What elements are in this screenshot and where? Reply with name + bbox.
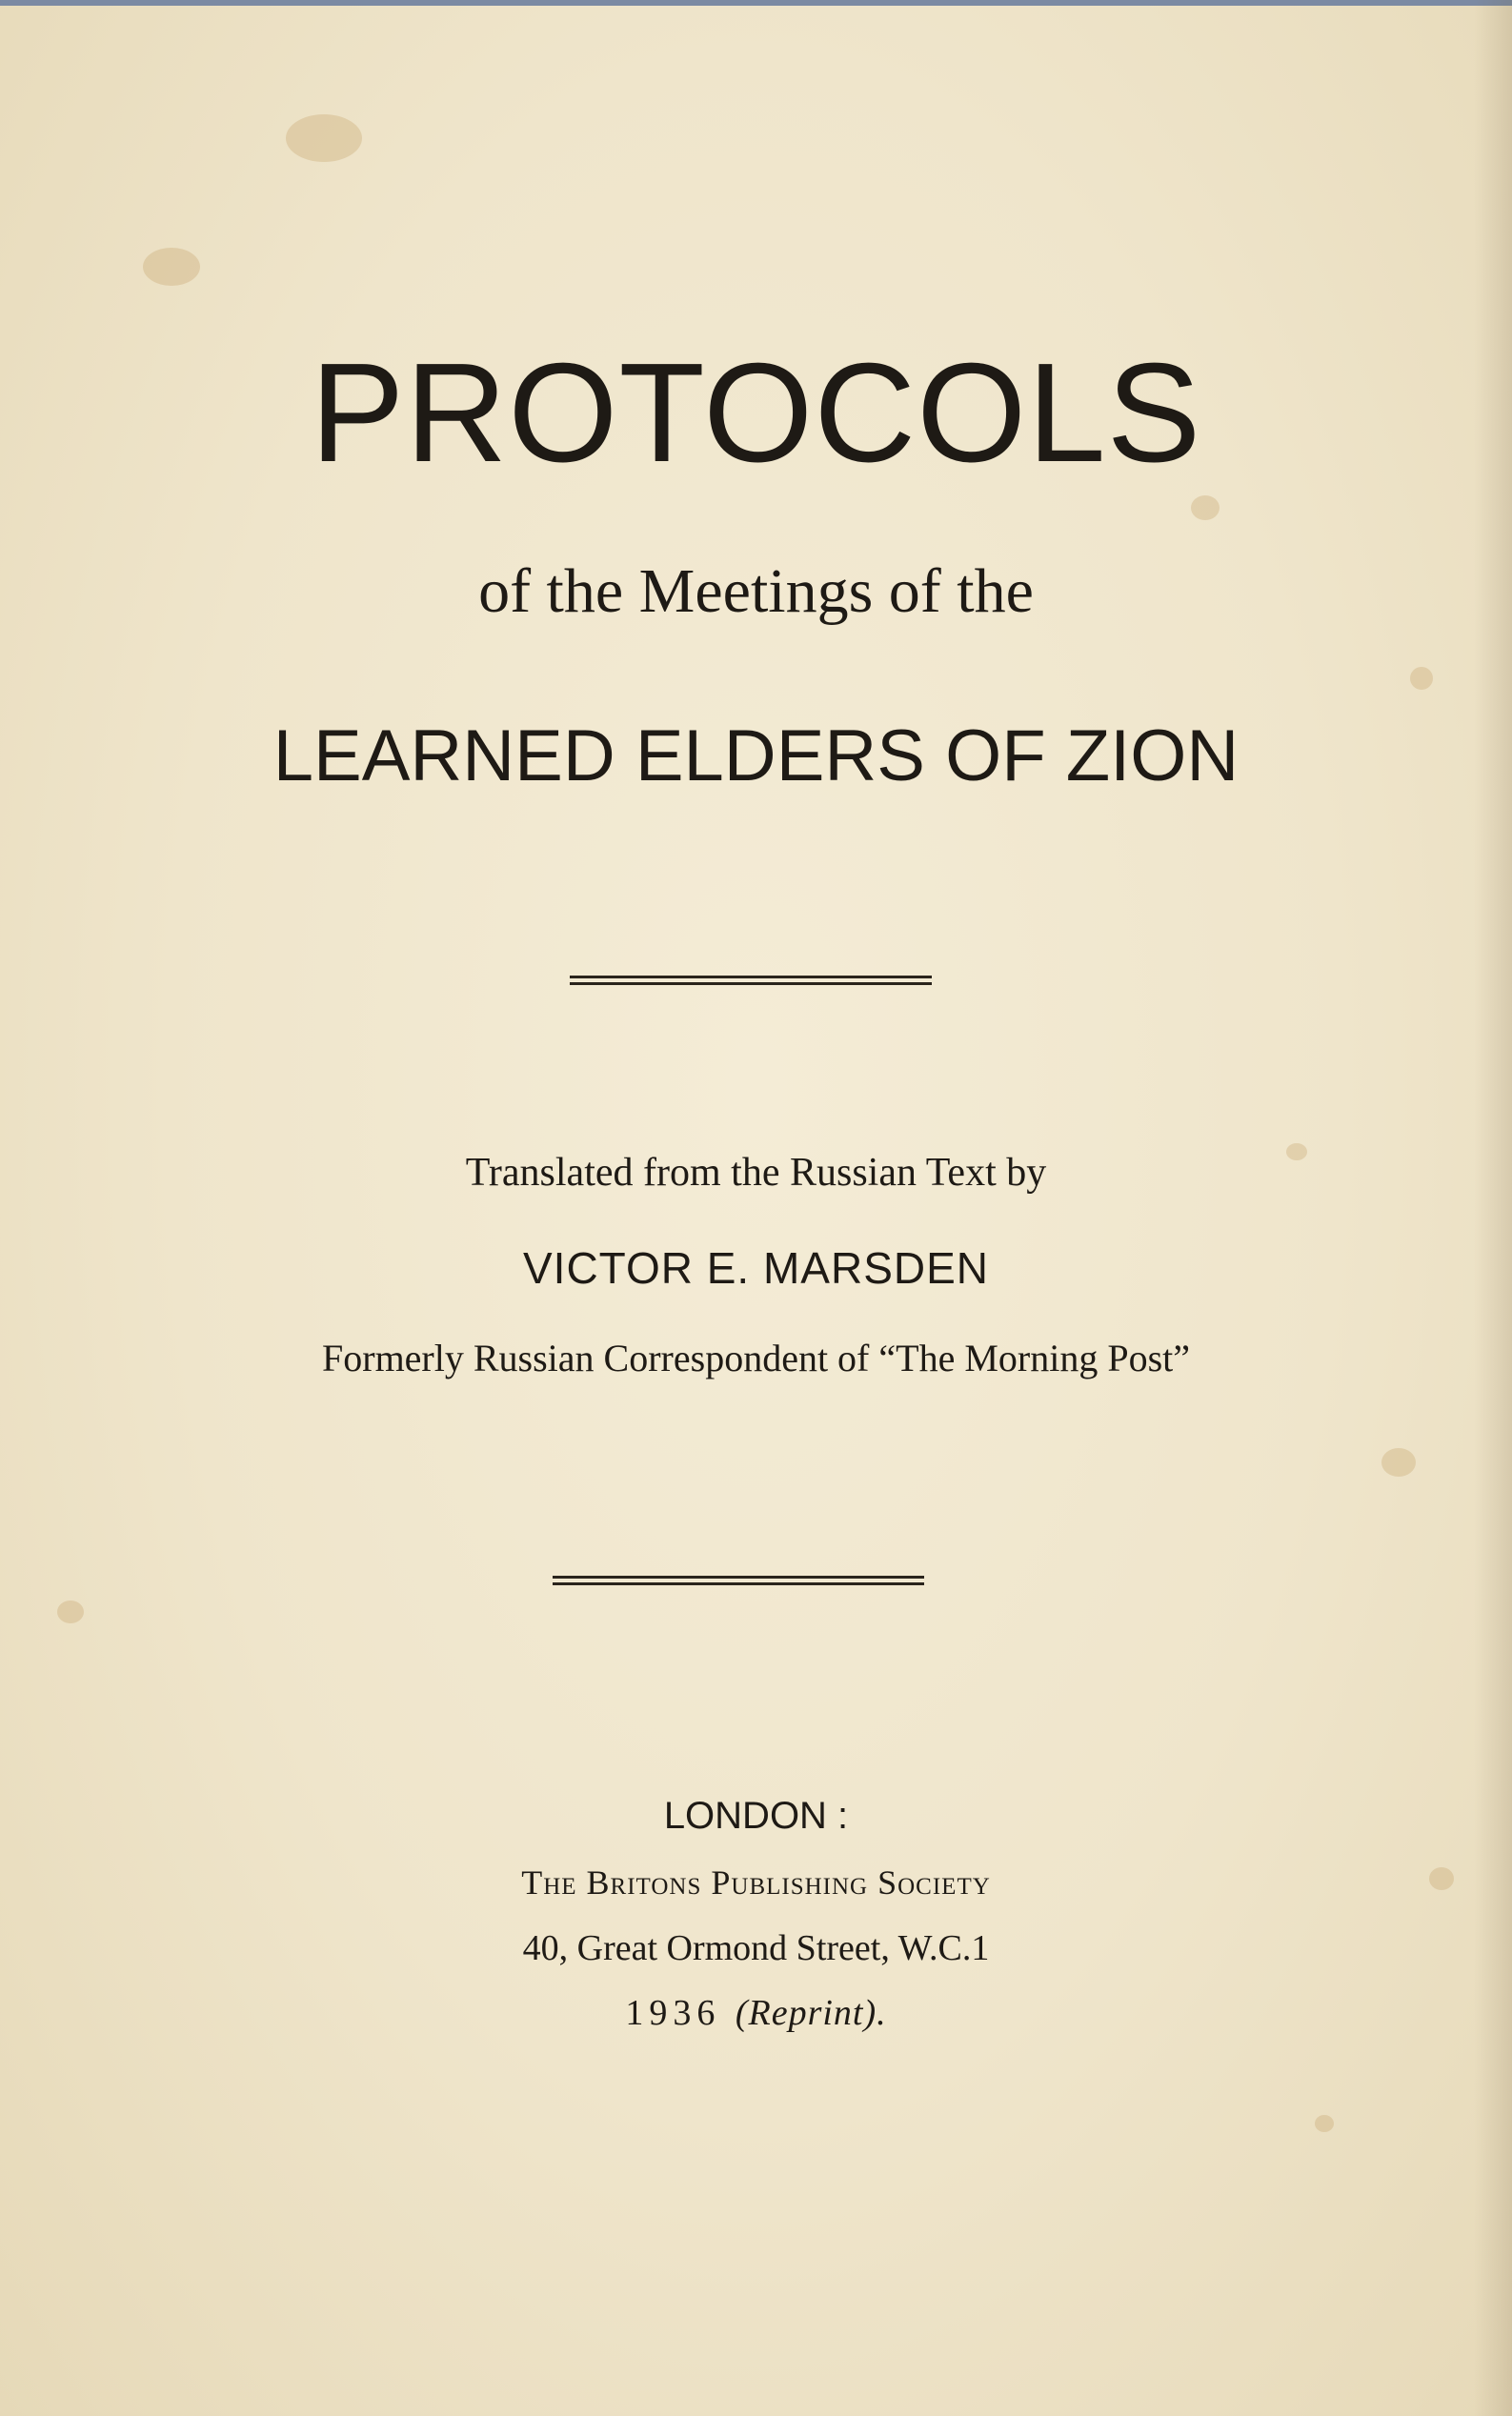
double-rule-divider (553, 1576, 924, 1585)
foxing-spot (1410, 667, 1433, 690)
foxing-spot (1191, 495, 1220, 520)
translator-name: VICTOR E. MARSDEN (523, 1243, 989, 1293)
document-subtitle: of the Meetings of the (478, 556, 1034, 626)
document-subject: LEARNED ELDERS OF ZION (272, 715, 1240, 796)
translation-credit: Translated from the Russian Text by (465, 1151, 1047, 1195)
document-title: PROTOCOLS (310, 334, 1202, 492)
top-edge (0, 0, 1512, 6)
foxing-spot (1381, 1448, 1416, 1477)
publisher-address: 40, Great Ormond Street, W.C.1 (522, 1928, 990, 1968)
foxing-spot (143, 248, 200, 286)
foxing-spot (286, 114, 362, 162)
publication-city: LONDON : (663, 1795, 849, 1837)
translator-credential: Formerly Russian Correspondent of “The Morning Post” (322, 1337, 1190, 1379)
foxing-spot (57, 1601, 84, 1623)
publication-year: 1936 (625, 1993, 721, 2033)
publisher-name: The Britons Publishing Society (521, 1863, 991, 1902)
foxing-spot (1315, 2115, 1334, 2132)
reprint-note: (Reprint). (735, 1993, 887, 2033)
publication-year-line (0, 1995, 1512, 2031)
double-rule-divider (570, 976, 932, 985)
